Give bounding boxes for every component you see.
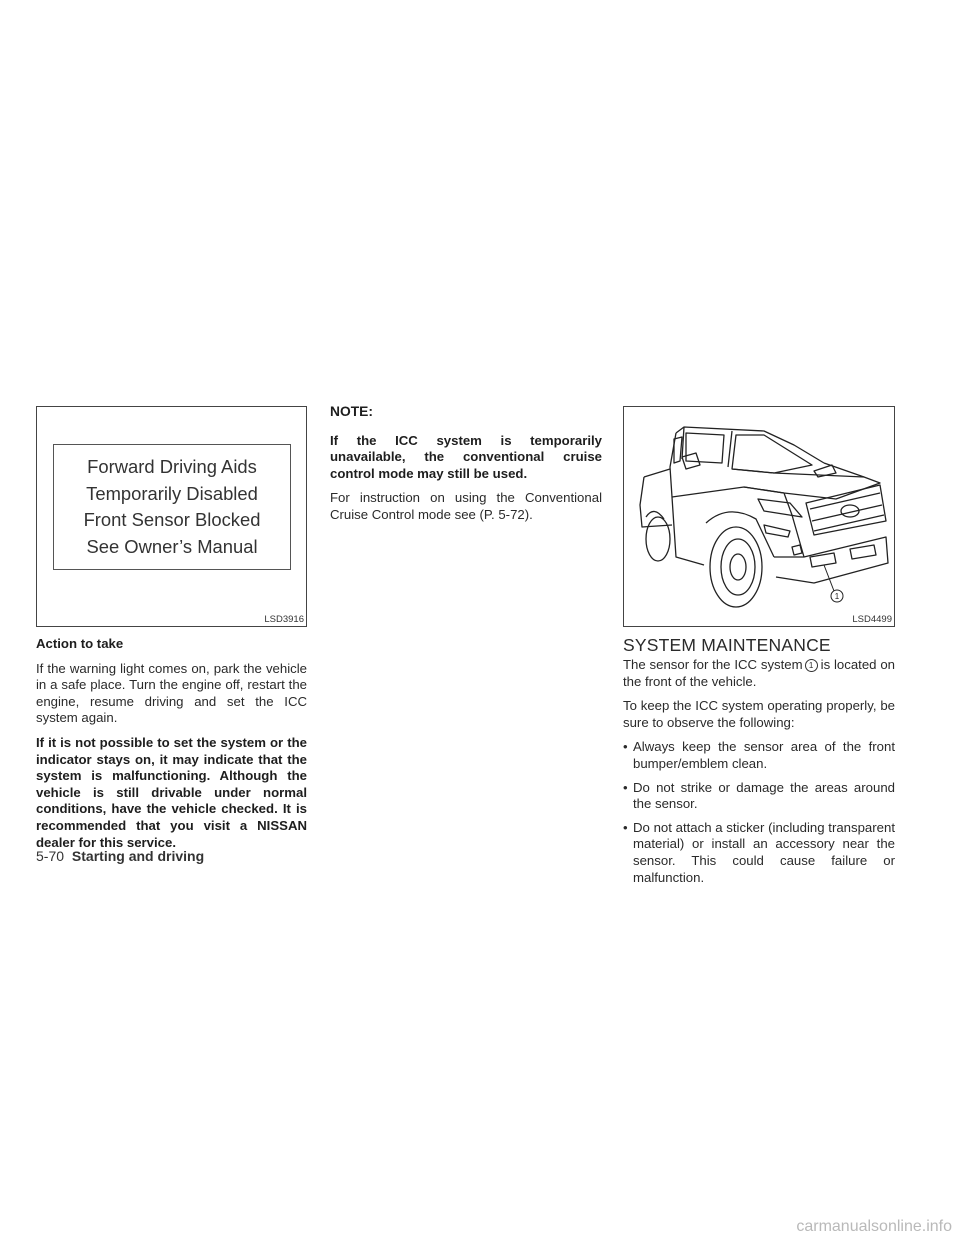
middle-column	[330, 404, 602, 532]
sensor-location-paragraph: The sensor for the ICC system 1 is located on the front of the vehicle.	[623, 657, 896, 689]
callout-marker: 1	[805, 659, 818, 672]
right-column	[623, 657, 895, 893]
list-item: • Always keep the sensor area of the front bumper/emblem clean.	[623, 739, 895, 772]
maintenance-list	[623, 739, 895, 886]
truck-illustration	[624, 407, 895, 627]
maintenance-intro: To keep the ICC system operating properly, be sure to observe the following:	[623, 698, 895, 730]
list-item: • Do not attach a sticker (including transparent material) or install an accessory near the sensor. This could cause failure or malfunction.	[623, 820, 895, 886]
display-line-2: Temporarily Disabled	[86, 482, 258, 504]
display-warning-figure	[36, 406, 307, 627]
action-heading: Action to take	[36, 636, 124, 651]
callout-number: 1	[834, 592, 840, 601]
malfunction-paragraph: If it is not possible to set the system or the indicator stays on, it may indicate that the system is malfunctioning. Although the vehicle is still drivable under normal conditions, have the vehicle checked. It is recommended that you visit a NISSAN dealer for this service.	[36, 734, 307, 850]
note-bold-paragraph: If the ICC system is temporarily unavailable, the conventional cruise control mode may still be used.	[330, 432, 602, 481]
display-line-3: Front Sensor Blocked	[83, 509, 261, 530]
action-paragraph: If the warning light comes on, park the vehicle in a safe place. Turn the engine off, restart the engine, resume driving and set the ICC system again.	[36, 660, 307, 726]
truck-sensor-figure	[623, 406, 895, 627]
figure-id: LSD3916	[264, 614, 304, 625]
note-paragraph: For instruction on using the Conventional Cruise Control mode see (P. 5-72).	[330, 490, 602, 522]
display-line-4: See Owner’s Manual	[86, 535, 258, 557]
list-item: • Do not strike or damage the areas around the sensor.	[623, 780, 895, 813]
display-line-1: Forward Driving Aids	[87, 456, 257, 477]
page-footer	[36, 848, 204, 864]
section-title: SYSTEM MAINTENANCE	[623, 635, 831, 655]
page-number: 5-70	[36, 848, 65, 864]
display-screen	[53, 444, 291, 570]
section-name: Starting and driving	[71, 848, 205, 864]
note-heading: NOTE:	[330, 404, 373, 419]
figure-id: LSD4499	[852, 614, 892, 625]
left-column	[36, 636, 307, 859]
watermark: carmanualsonline.info	[796, 1218, 952, 1235]
